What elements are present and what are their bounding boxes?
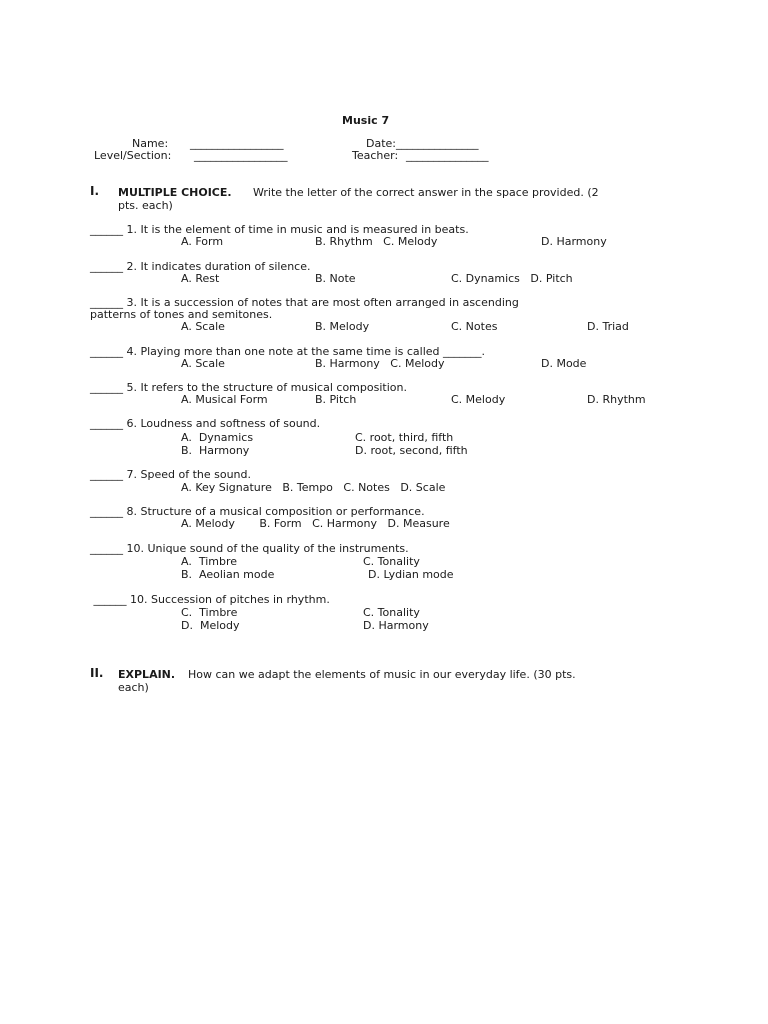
teacher-line: _______________ [406, 149, 489, 162]
part1-numeral: I. [90, 184, 100, 198]
question-8-choices: A. Melody B. Form C. Harmony D. Measure [181, 517, 450, 530]
part1-heading: MULTIPLE CHOICE. [118, 186, 232, 199]
question-3-choice-d: D. Triad [587, 320, 629, 333]
question-6-choice-a: A. Dynamics [181, 431, 254, 444]
question-6-choice-d: D. root, second, fifth [355, 444, 468, 457]
question-4-choice-bc: B. Harmony C. Melody [315, 357, 445, 370]
question-5-stem: ______ 5. It refers to the structure of musical composition. [90, 381, 407, 394]
question-10a-choice-a: A. Timbre [181, 555, 238, 568]
question-1-choice-a: A. Form [181, 235, 224, 248]
teacher-label: Teacher: [352, 149, 399, 162]
date-line: _______________ [396, 137, 479, 150]
part2-heading: EXPLAIN. [118, 668, 176, 681]
name-line: _________________ [190, 137, 284, 150]
question-2-choice-b: B. Note [315, 272, 356, 285]
part1-instruction-line1: Write the letter of the correct answer in the space provided. (2 [253, 186, 599, 199]
question-5-choice-b: B. Pitch [315, 393, 357, 406]
question-10b-choice-3: D. Melody [181, 619, 240, 632]
question-2-choice-cd: C. Dynamics D. Pitch [451, 272, 573, 285]
question-10b-choice-4: D. Harmony [363, 619, 429, 632]
question-3-stem-continued: patterns of tones and semitones. [90, 308, 273, 321]
question-1-stem: ______ 1. It is the element of time in music and is measured in beats. [90, 223, 469, 236]
date-label: Date: [366, 137, 396, 150]
question-10a-stem: ______ 10. Unique sound of the quality of the instruments. [90, 542, 409, 555]
page-title: Music 7 [342, 114, 390, 127]
question-8-stem: ______ 8. Structure of a musical composition or performance. [90, 505, 425, 518]
question-10a-choice-c: C. Tonality [363, 555, 420, 568]
question-6-stem: ______ 6. Loudness and softness of sound. [90, 417, 321, 430]
question-3-choice-c: C. Notes [451, 320, 498, 333]
question-3-choice-b: B. Melody [315, 320, 370, 333]
question-10b-choice-1: C. Timbre [181, 606, 238, 619]
question-4-choice-a: A. Scale [181, 357, 225, 370]
part1-instruction-line2: pts. each) [118, 199, 173, 212]
question-7-choices: A. Key Signature B. Tempo C. Notes D. Scale [181, 481, 446, 494]
question-5-choice-a: A. Musical Form [181, 393, 268, 406]
question-7-stem: ______ 7. Speed of the sound. [90, 468, 251, 481]
part2-instruction-line1: How can we adapt the elements of music in our everyday life. (30 pts. [188, 668, 576, 681]
question-10b-stem: ______ 10. Succession of pitches in rhythm. [90, 593, 330, 606]
question-3-stem: ______ 3. It is a succession of notes that are most often arranged in ascending [90, 296, 519, 309]
part2-instruction-line2: each) [118, 681, 149, 694]
question-1-choice-d: D. Harmony [541, 235, 607, 248]
question-2-choice-a: A. Rest [181, 272, 220, 285]
part2-numeral: II. [90, 666, 104, 680]
question-10a-choice-b: B. Aeolian mode [181, 568, 275, 581]
level-section-label: Level/Section: [94, 149, 172, 162]
question-6-choice-c: C. root, third, fifth [355, 431, 454, 444]
question-2-stem: ______ 2. It indicates duration of silence. [90, 260, 311, 273]
question-5-choice-d: D. Rhythm [587, 393, 646, 406]
question-5-choice-c: C. Melody [451, 393, 506, 406]
question-1-choice-bc: B. Rhythm C. Melody [315, 235, 438, 248]
question-6-choice-b: B. Harmony [181, 444, 250, 457]
question-10b-choice-2: C. Tonality [363, 606, 420, 619]
question-3-choice-a: A. Scale [181, 320, 225, 333]
question-4-choice-d: D. Mode [541, 357, 587, 370]
level-section-line: _________________ [194, 149, 288, 162]
question-4-stem: ______ 4. Playing more than one note at the same time is called _______. [90, 345, 485, 358]
question-10a-choice-d: D. Lydian mode [368, 568, 454, 581]
name-label: Name: [132, 137, 169, 150]
